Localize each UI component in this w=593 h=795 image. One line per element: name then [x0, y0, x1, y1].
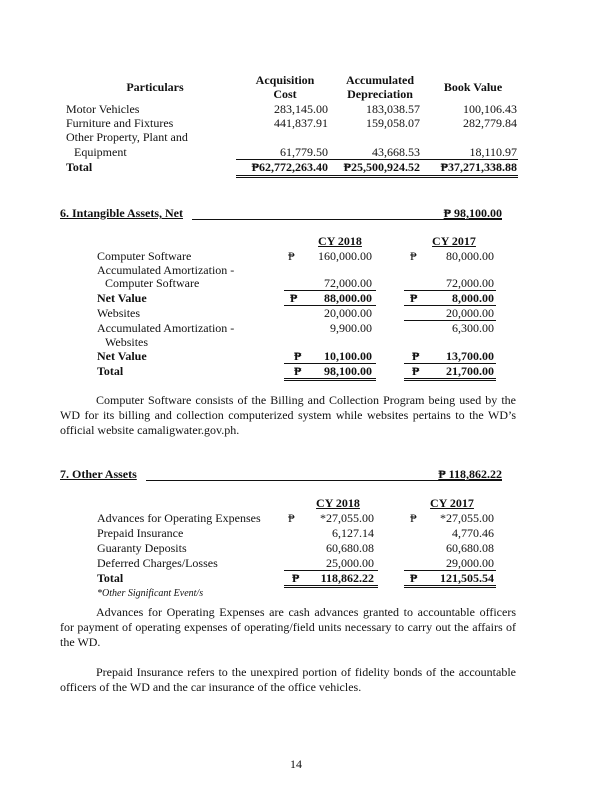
section-7-title — [60, 467, 137, 481]
ppe-row-acq: 441,837.91 — [274, 116, 328, 130]
peso-sign: ₱ — [410, 511, 417, 525]
col-cy2018: CY 2018 — [318, 234, 362, 248]
section-7-amount: ₱ 118,862.22 — [438, 467, 502, 481]
value-2017: 20,000.00 — [446, 306, 494, 320]
ppe-row-label: Equipment — [74, 145, 127, 159]
value-2017: 72,000.00 — [446, 276, 494, 290]
value-2017: 21,700.00 — [446, 364, 494, 378]
row-label: Net Value — [97, 349, 147, 363]
value-2017: 8,000.00 — [452, 291, 494, 305]
header-book-value: Book Value — [443, 80, 503, 94]
peso-sign: ₱ — [288, 249, 295, 263]
ppe-row-label: Motor Vehicles — [66, 102, 140, 116]
value-2018: 6,127.14 — [332, 526, 374, 540]
peso-sign: ₱ — [410, 571, 418, 585]
peso-sign: ₱ — [290, 291, 298, 305]
row-label: Computer Software — [105, 276, 200, 290]
value-2018: 98,100.00 — [324, 364, 372, 378]
rule — [404, 585, 496, 586]
row-label: Computer Software — [97, 249, 192, 263]
peso-sign: ₱ — [412, 364, 420, 378]
prepaid-paragraph: Prepaid Insurance refers to the unexpired portion of fidelity bonds of the accountable officers of the WD and the car insurance of the office vehicles. — [60, 665, 516, 694]
row-label: Guaranty Deposits — [97, 541, 187, 555]
header-acquisition: Acquisition — [255, 73, 315, 87]
advances-paragraph: Advances for Operating Expenses are cash advances granted to accountable officers for payment of operating expenses of operating/field units necessary to carry out the affairs of the WD. — [60, 605, 516, 649]
value-2017: *27,055.00 — [440, 511, 494, 525]
value-2018: 118,862.22 — [320, 571, 374, 585]
ppe-double-rule-1 — [236, 175, 518, 176]
row-label: Net Value — [97, 291, 147, 305]
value-2017: 121,505.54 — [440, 571, 494, 585]
row-label: Websites — [105, 335, 149, 349]
rule — [404, 587, 496, 588]
ppe-total-book: ₱37,271,338.88 — [440, 160, 517, 174]
peso-sign: ₱ — [412, 349, 420, 363]
ppe-row-acc: 43,668.53 — [372, 145, 420, 159]
page-number: 14 — [290, 757, 302, 771]
value-2018: 60,680.08 — [326, 541, 374, 555]
value-2017: 60,680.08 — [446, 541, 494, 555]
header-depreciation: Depreciation — [347, 87, 413, 101]
ppe-row-acq: 283,145.00 — [274, 102, 328, 116]
peso-sign: ₱ — [288, 511, 295, 525]
rule — [284, 587, 378, 588]
ppe-row-acc: 159,058.07 — [366, 116, 420, 130]
ppe-total-label: Total — [66, 160, 93, 174]
header-particulars: Particulars — [126, 80, 184, 94]
value-2018: 20,000.00 — [324, 306, 372, 320]
peso-sign: ₱ — [292, 571, 300, 585]
peso-sign: ₱ — [294, 349, 302, 363]
rule — [284, 380, 376, 381]
peso-sign: ₱ — [410, 291, 418, 305]
rule — [284, 378, 376, 379]
col-cy2017: CY 2017 — [430, 496, 474, 510]
section-6-title-text: 6. Intangible Assets, Net — [60, 206, 184, 220]
row-label: Total — [97, 364, 124, 378]
value-2018: 9,900.00 — [330, 321, 372, 335]
ppe-row-acc: 183,038.57 — [366, 102, 420, 116]
section-6-amount: ₱ 98,100.00 — [443, 206, 502, 220]
row-label: Deferred Charges/Losses — [97, 556, 218, 570]
ppe-total-acq: ₱62,772,263.40 — [251, 160, 328, 174]
value-2017: 4,770.46 — [452, 526, 494, 540]
intangible-paragraph: Computer Software consists of the Billing and Collection Program being used by the WD for its billing and collection computerized system while websites pertains to the WD’s official website camaligwater.gov.ph. — [60, 393, 516, 437]
row-label: Prepaid Insurance — [97, 526, 184, 540]
peso-sign: ₱ — [410, 249, 417, 263]
value-2018: 160,000.00 — [318, 249, 372, 263]
row-label: Accumulated Amortization - — [97, 321, 235, 335]
ppe-total-acc: ₱25,500,924.52 — [343, 160, 420, 174]
section-7-title-text: 7. Other Assets — [60, 467, 137, 481]
ppe-row-acq: 61,779.50 — [280, 145, 328, 159]
row-label: Advances for Operating Expenses — [97, 511, 261, 525]
ppe-row-book: 282,779.84 — [463, 116, 517, 130]
value-2018: 72,000.00 — [324, 276, 372, 290]
col-cy2017: CY 2017 — [432, 234, 476, 248]
footnote: *Other Significant Event/s — [97, 588, 204, 599]
ppe-row-book: 18,110.97 — [469, 145, 517, 159]
value-2017: 80,000.00 — [446, 249, 494, 263]
col-cy2018: CY 2018 — [316, 496, 360, 510]
value-2017: 13,700.00 — [446, 349, 494, 363]
ppe-row-book: 100,106.43 — [463, 102, 517, 116]
row-label: Total — [97, 571, 124, 585]
value-2018: 88,000.00 — [324, 291, 372, 305]
ppe-row-label: Furniture and Fixtures — [66, 116, 174, 130]
rule — [404, 378, 496, 379]
peso-sign: ₱ — [294, 364, 302, 378]
value-2018: 10,100.00 — [324, 349, 372, 363]
ppe-double-rule-2 — [236, 177, 518, 178]
header-accumulated: Accumulated — [346, 73, 414, 87]
row-label: Accumulated Amortization - — [97, 263, 235, 277]
value-2018: *27,055.00 — [320, 511, 374, 525]
ppe-row-label: Other Property, Plant and — [66, 130, 188, 144]
rule — [404, 380, 496, 381]
value-2017: 29,000.00 — [446, 556, 494, 570]
row-label: Websites — [97, 306, 141, 320]
rule — [284, 585, 378, 586]
value-2018: 25,000.00 — [326, 556, 374, 570]
value-2017: 6,300.00 — [452, 321, 494, 335]
header-cost: Cost — [273, 87, 297, 101]
section-6-title — [60, 206, 183, 220]
